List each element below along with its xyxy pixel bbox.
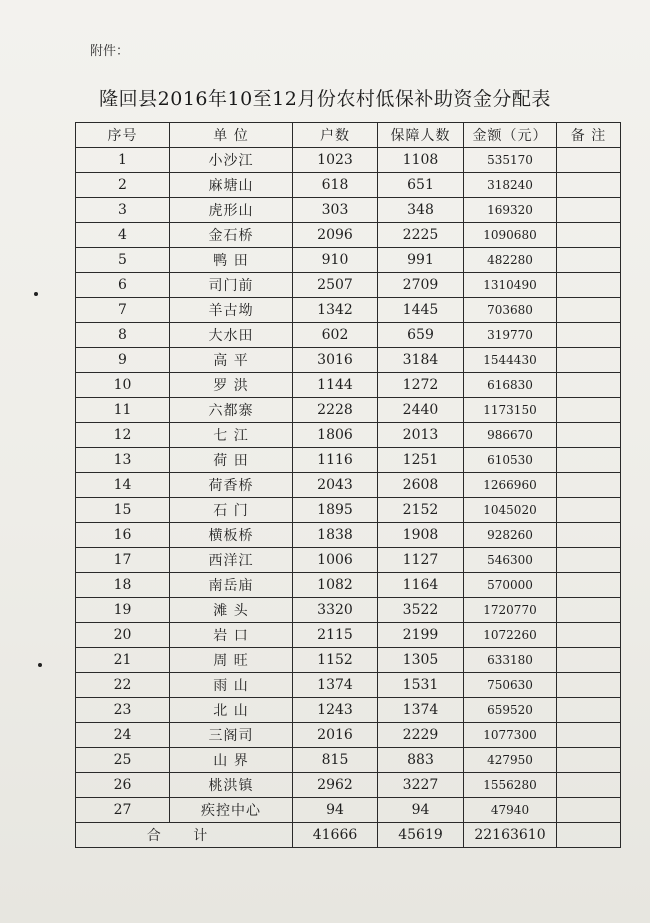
cell-unit: 荷香桥 <box>170 473 293 498</box>
cell-households: 2115 <box>293 623 378 648</box>
cell-notes <box>557 323 621 348</box>
table-row <box>76 523 621 548</box>
cell-index: 5 <box>76 248 170 273</box>
cell-index: 2 <box>76 173 170 198</box>
cell-notes <box>557 798 621 823</box>
cell-unit: 罗 洪 <box>170 373 293 398</box>
cell-index: 20 <box>76 623 170 648</box>
cell-people: 348 <box>378 198 464 223</box>
cell-amount: 1090680 <box>464 223 557 248</box>
cell-people: 3227 <box>378 773 464 798</box>
cell-notes <box>557 298 621 323</box>
cell-index: 1 <box>76 148 170 173</box>
cell-notes <box>557 698 621 723</box>
cell-index: 14 <box>76 473 170 498</box>
cell-unit: 桃洪镇 <box>170 773 293 798</box>
cell-unit: 北 山 <box>170 698 293 723</box>
cell-amount: 169320 <box>464 198 557 223</box>
cell-index: 3 <box>76 198 170 223</box>
table-row <box>76 623 621 648</box>
cell-households: 1144 <box>293 373 378 398</box>
cell-people: 991 <box>378 248 464 273</box>
binder-mark <box>38 663 42 667</box>
table-row <box>76 423 621 448</box>
cell-index: 16 <box>76 523 170 548</box>
cell-amount: 659520 <box>464 698 557 723</box>
table-row <box>76 698 621 723</box>
table-row <box>76 273 621 298</box>
cell-people: 3184 <box>378 348 464 373</box>
table-body <box>76 148 621 823</box>
cell-unit: 大水田 <box>170 323 293 348</box>
cell-people: 94 <box>378 798 464 823</box>
header-notes: 备 注 <box>557 123 621 148</box>
cell-amount: 570000 <box>464 573 557 598</box>
cell-households: 94 <box>293 798 378 823</box>
cell-unit: 麻塘山 <box>170 173 293 198</box>
cell-unit: 七 江 <box>170 423 293 448</box>
cell-amount: 1173150 <box>464 398 557 423</box>
cell-households: 1895 <box>293 498 378 523</box>
cell-notes <box>557 173 621 198</box>
cell-unit: 三阁司 <box>170 723 293 748</box>
table-row <box>76 398 621 423</box>
cell-index: 11 <box>76 398 170 423</box>
cell-index: 27 <box>76 798 170 823</box>
cell-index: 19 <box>76 598 170 623</box>
cell-amount: 610530 <box>464 448 557 473</box>
cell-people: 1108 <box>378 148 464 173</box>
cell-amount: 928260 <box>464 523 557 548</box>
cell-amount: 1266960 <box>464 473 557 498</box>
cell-people: 1127 <box>378 548 464 573</box>
cell-amount: 616830 <box>464 373 557 398</box>
header-amount: 金额（元） <box>464 123 557 148</box>
table-row <box>76 298 621 323</box>
cell-index: 25 <box>76 748 170 773</box>
cell-unit: 金石桥 <box>170 223 293 248</box>
allocation-table <box>75 122 621 848</box>
cell-notes <box>557 573 621 598</box>
cell-households: 1152 <box>293 648 378 673</box>
cell-notes <box>557 548 621 573</box>
cell-notes <box>557 598 621 623</box>
cell-people: 2608 <box>378 473 464 498</box>
total-amount: 22163610 <box>464 823 557 848</box>
cell-notes <box>557 198 621 223</box>
cell-households: 1838 <box>293 523 378 548</box>
cell-people: 2199 <box>378 623 464 648</box>
table-row <box>76 673 621 698</box>
cell-index: 4 <box>76 223 170 248</box>
table-row <box>76 148 621 173</box>
table-row <box>76 648 621 673</box>
cell-index: 21 <box>76 648 170 673</box>
cell-index: 15 <box>76 498 170 523</box>
cell-index: 13 <box>76 448 170 473</box>
cell-households: 1243 <box>293 698 378 723</box>
cell-index: 17 <box>76 548 170 573</box>
cell-index: 8 <box>76 323 170 348</box>
cell-unit: 羊古坳 <box>170 298 293 323</box>
page-title: 隆回县2016年10至12月份农村低保补助资金分配表 <box>99 88 551 110</box>
cell-notes <box>557 373 621 398</box>
cell-households: 815 <box>293 748 378 773</box>
cell-households: 1082 <box>293 573 378 598</box>
table-header-row <box>76 123 621 148</box>
cell-notes <box>557 348 621 373</box>
cell-households: 1806 <box>293 423 378 448</box>
cell-index: 18 <box>76 573 170 598</box>
cell-amount: 633180 <box>464 648 557 673</box>
cell-notes <box>557 748 621 773</box>
cell-unit: 虎形山 <box>170 198 293 223</box>
cell-households: 1342 <box>293 298 378 323</box>
cell-amount: 1556280 <box>464 773 557 798</box>
cell-notes <box>557 473 621 498</box>
table-row <box>76 548 621 573</box>
cell-people: 1251 <box>378 448 464 473</box>
cell-households: 3320 <box>293 598 378 623</box>
cell-amount: 1045020 <box>464 498 557 523</box>
table-row <box>76 448 621 473</box>
cell-people: 1908 <box>378 523 464 548</box>
cell-people: 883 <box>378 748 464 773</box>
total-households: 41666 <box>293 823 378 848</box>
cell-notes <box>557 773 621 798</box>
cell-people: 2013 <box>378 423 464 448</box>
cell-households: 618 <box>293 173 378 198</box>
total-row <box>76 823 621 848</box>
cell-amount: 1720770 <box>464 598 557 623</box>
cell-amount: 319770 <box>464 323 557 348</box>
cell-amount: 750630 <box>464 673 557 698</box>
cell-households: 2962 <box>293 773 378 798</box>
table-row <box>76 173 621 198</box>
cell-households: 1374 <box>293 673 378 698</box>
cell-index: 6 <box>76 273 170 298</box>
table-row <box>76 248 621 273</box>
header-people: 保障人数 <box>378 123 464 148</box>
cell-households: 2043 <box>293 473 378 498</box>
total-notes <box>557 823 621 848</box>
table-row <box>76 373 621 398</box>
cell-people: 1374 <box>378 698 464 723</box>
table-row <box>76 223 621 248</box>
table-row <box>76 748 621 773</box>
cell-unit: 雨 山 <box>170 673 293 698</box>
cell-unit: 石 门 <box>170 498 293 523</box>
cell-notes <box>557 673 621 698</box>
cell-notes <box>557 148 621 173</box>
cell-people: 2152 <box>378 498 464 523</box>
table-row <box>76 573 621 598</box>
cell-people: 1305 <box>378 648 464 673</box>
cell-notes <box>557 273 621 298</box>
header-unit: 单 位 <box>170 123 293 148</box>
table-row <box>76 598 621 623</box>
total-label: 合 计 <box>76 823 293 848</box>
cell-households: 2016 <box>293 723 378 748</box>
cell-people: 1445 <box>378 298 464 323</box>
cell-unit: 岩 口 <box>170 623 293 648</box>
cell-people: 651 <box>378 173 464 198</box>
cell-amount: 1310490 <box>464 273 557 298</box>
cell-index: 22 <box>76 673 170 698</box>
cell-unit: 滩 头 <box>170 598 293 623</box>
cell-unit: 鸭 田 <box>170 248 293 273</box>
binder-mark <box>34 292 38 296</box>
cell-index: 23 <box>76 698 170 723</box>
cell-index: 24 <box>76 723 170 748</box>
cell-households: 1116 <box>293 448 378 473</box>
cell-households: 2228 <box>293 398 378 423</box>
attachment-label: 附件： <box>90 44 130 59</box>
cell-people: 2709 <box>378 273 464 298</box>
cell-households: 602 <box>293 323 378 348</box>
cell-index: 9 <box>76 348 170 373</box>
cell-unit: 横板桥 <box>170 523 293 548</box>
cell-notes <box>557 623 621 648</box>
header-index: 序号 <box>76 123 170 148</box>
cell-index: 26 <box>76 773 170 798</box>
cell-households: 303 <box>293 198 378 223</box>
table-row <box>76 473 621 498</box>
cell-unit: 司门前 <box>170 273 293 298</box>
cell-households: 2507 <box>293 273 378 298</box>
table-row <box>76 498 621 523</box>
cell-unit: 六都寨 <box>170 398 293 423</box>
cell-amount: 1072260 <box>464 623 557 648</box>
cell-unit: 高 平 <box>170 348 293 373</box>
table-row <box>76 348 621 373</box>
cell-people: 3522 <box>378 598 464 623</box>
cell-unit: 山 界 <box>170 748 293 773</box>
header-households: 户数 <box>293 123 378 148</box>
cell-unit: 疾控中心 <box>170 798 293 823</box>
cell-amount: 427950 <box>464 748 557 773</box>
cell-unit: 小沙江 <box>170 148 293 173</box>
cell-amount: 546300 <box>464 548 557 573</box>
cell-households: 1006 <box>293 548 378 573</box>
cell-amount: 1077300 <box>464 723 557 748</box>
cell-notes <box>557 723 621 748</box>
cell-notes <box>557 523 621 548</box>
cell-notes <box>557 398 621 423</box>
cell-households: 1023 <box>293 148 378 173</box>
table-row <box>76 198 621 223</box>
cell-notes <box>557 223 621 248</box>
cell-unit: 西洋江 <box>170 548 293 573</box>
cell-notes <box>557 248 621 273</box>
total-people: 45619 <box>378 823 464 848</box>
cell-notes <box>557 498 621 523</box>
table-row <box>76 723 621 748</box>
cell-households: 2096 <box>293 223 378 248</box>
cell-index: 10 <box>76 373 170 398</box>
cell-amount: 535170 <box>464 148 557 173</box>
table-row <box>76 323 621 348</box>
cell-amount: 47940 <box>464 798 557 823</box>
cell-unit: 南岳庙 <box>170 573 293 598</box>
cell-unit: 周 旺 <box>170 648 293 673</box>
cell-people: 1164 <box>378 573 464 598</box>
cell-people: 1272 <box>378 373 464 398</box>
cell-amount: 986670 <box>464 423 557 448</box>
cell-notes <box>557 423 621 448</box>
cell-amount: 1544430 <box>464 348 557 373</box>
cell-households: 910 <box>293 248 378 273</box>
cell-amount: 318240 <box>464 173 557 198</box>
cell-households: 3016 <box>293 348 378 373</box>
cell-people: 2225 <box>378 223 464 248</box>
cell-index: 7 <box>76 298 170 323</box>
table-row <box>76 798 621 823</box>
cell-amount: 703680 <box>464 298 557 323</box>
cell-people: 659 <box>378 323 464 348</box>
table-row <box>76 773 621 798</box>
cell-people: 2229 <box>378 723 464 748</box>
cell-notes <box>557 648 621 673</box>
cell-people: 2440 <box>378 398 464 423</box>
cell-index: 12 <box>76 423 170 448</box>
cell-unit: 荷 田 <box>170 448 293 473</box>
cell-notes <box>557 448 621 473</box>
cell-people: 1531 <box>378 673 464 698</box>
cell-amount: 482280 <box>464 248 557 273</box>
